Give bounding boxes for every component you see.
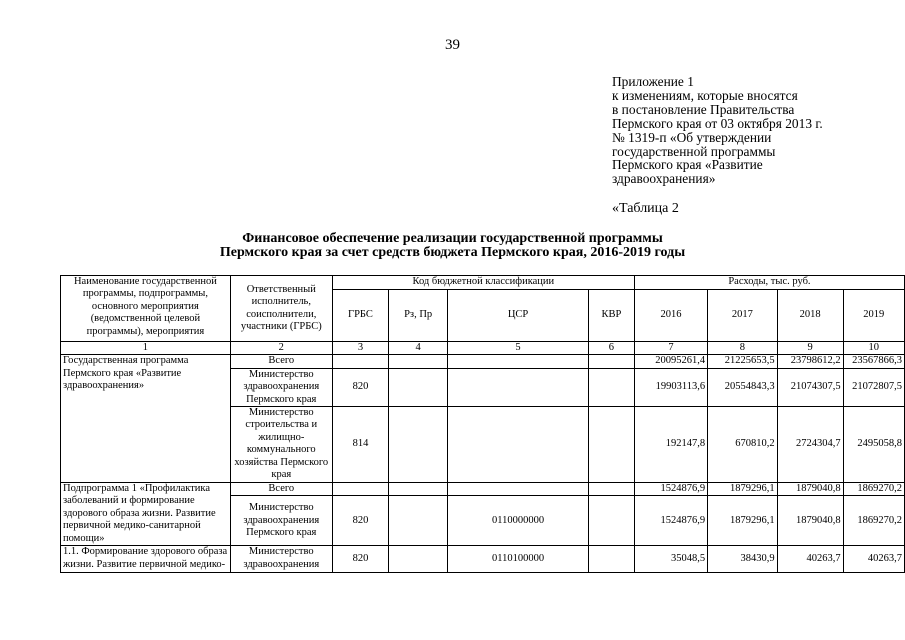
- column-number: 8: [708, 342, 778, 355]
- csr-cell: [448, 368, 589, 406]
- csr-cell: [448, 407, 589, 483]
- measure-name: [61, 546, 231, 573]
- value-2019: 23567866,3: [843, 355, 904, 368]
- column-number: 5: [448, 342, 589, 355]
- table-row: [61, 546, 905, 573]
- executor-cell: Министерство строительства и жилищно-коммунального хозяйства Пермского края: [230, 407, 332, 483]
- value-2017: 1879296,1: [708, 483, 778, 496]
- document-title: [0, 232, 905, 260]
- value-2018: 21074307,5: [777, 368, 843, 406]
- executor-cell: Министерство здравоохранения Пермского края: [230, 496, 332, 546]
- executor-cell: [230, 546, 332, 573]
- value-2016: 35048,5: [634, 546, 707, 573]
- value-2017: 20554843,3: [708, 368, 778, 406]
- value-2017: 1879296,1: [708, 496, 778, 546]
- grbs-cell: 820: [332, 496, 388, 546]
- executor-cell: Всего: [230, 355, 332, 368]
- value-2019: 1869270,2: [843, 483, 904, 496]
- appendix-line: здравоохранения»: [612, 171, 716, 187]
- header-2018: 2018: [777, 290, 843, 342]
- column-number: 4: [389, 342, 448, 355]
- table-row: [61, 355, 905, 368]
- value-2018: 1879040,8: [777, 483, 843, 496]
- header-kvr: КВР: [588, 290, 634, 342]
- value-2018: 1879040,8: [777, 496, 843, 546]
- value-2019: 21072807,5: [843, 368, 904, 406]
- value-2018: 23798612,2: [777, 355, 843, 368]
- subprogram-name: Подпрограмма 1 «Профилактика заболеваний и формирование здорового образа жизни. Развитие первичной медико-санитарной помощи»: [61, 483, 231, 546]
- header-2017: 2017: [708, 290, 778, 342]
- appendix-line: в постановление Правительства: [612, 101, 795, 117]
- value-2017: 38430,9: [708, 546, 778, 573]
- header-name: Наименование государственной программы, подпрограммы, основного мероприятия (ведомственной целевой программы), мероприятия: [61, 276, 231, 342]
- page-number: 39: [445, 37, 460, 53]
- column-number: 9: [777, 342, 843, 355]
- executor-cell: Министерство здравоохранения Пермского края: [230, 368, 332, 406]
- value-2016: 1524876,9: [634, 496, 707, 546]
- header-budget-code: Код бюджетной классификации: [332, 276, 634, 290]
- value-2016: 192147,8: [634, 407, 707, 483]
- header-rzpr: Рз, Пр: [389, 290, 448, 342]
- appendix-line: Пермского края от 03 октября 2013 г.: [612, 115, 823, 131]
- grbs-cell: 814: [332, 407, 388, 483]
- csr-cell: 0110000000: [448, 496, 589, 546]
- appendix-note: [612, 75, 823, 186]
- financing-table: [60, 275, 905, 573]
- value-2019: 1869270,2: [843, 496, 904, 546]
- value-2016: 1524876,9: [634, 483, 707, 496]
- header-expenses: Расходы, тыс. руб.: [634, 276, 904, 290]
- value-2016: 19903113,6: [634, 368, 707, 406]
- value-2019: 40263,7: [843, 546, 904, 573]
- csr-cell: 0110100000: [448, 546, 589, 573]
- appendix-line: к изменениям, которые вносятся: [612, 87, 798, 103]
- executor-cell: Всего: [230, 483, 332, 496]
- header-2016: 2016: [634, 290, 707, 342]
- column-number: 7: [634, 342, 707, 355]
- appendix-line: Пермского края «Развитие: [612, 157, 763, 173]
- value-2016: 20095261,4: [634, 355, 707, 368]
- table-label: «Таблица 2: [612, 201, 679, 216]
- column-number: 6: [588, 342, 634, 355]
- title-line-2: Пермского края за счет средств бюджета Пермского края, 2016-2019 годы: [219, 245, 686, 260]
- program-name: Государственная программа Пермского края «Развитие здравоохранения»: [61, 355, 231, 483]
- value-2018: 2724304,7: [777, 407, 843, 483]
- grbs-cell: 820: [332, 546, 388, 573]
- column-number: 10: [843, 342, 904, 355]
- column-number: 2: [230, 342, 332, 355]
- grbs-cell: 820: [332, 368, 388, 406]
- header-2019: 2019: [843, 290, 904, 342]
- value-2017: 670810,2: [708, 407, 778, 483]
- value-2017: 21225653,5: [708, 355, 778, 368]
- title-line-1: Финансовое обеспечение реализации государственной программы: [242, 231, 663, 246]
- header-executor: Ответственный исполнитель, соисполнители, участники (ГРБС): [230, 276, 332, 342]
- column-number: 3: [332, 342, 388, 355]
- measure-executor-text: Министерство здравоохранения: [243, 546, 320, 570]
- appendix-line: № 1319-п «Об утверждении: [612, 129, 772, 145]
- column-number: 1: [61, 342, 231, 355]
- appendix-line: Приложение 1: [612, 74, 694, 89]
- measure-name-text: 1.1. Формирование здорового образа жизни. Развитие первичной медико-: [63, 546, 228, 570]
- value-2019: 2495058,8: [843, 407, 904, 483]
- header-grbs: ГРБС: [332, 290, 388, 342]
- appendix-line: государственной программы: [612, 143, 776, 159]
- header-csr: ЦСР: [448, 290, 589, 342]
- table-row: [61, 483, 905, 496]
- value-2018: 40263,7: [777, 546, 843, 573]
